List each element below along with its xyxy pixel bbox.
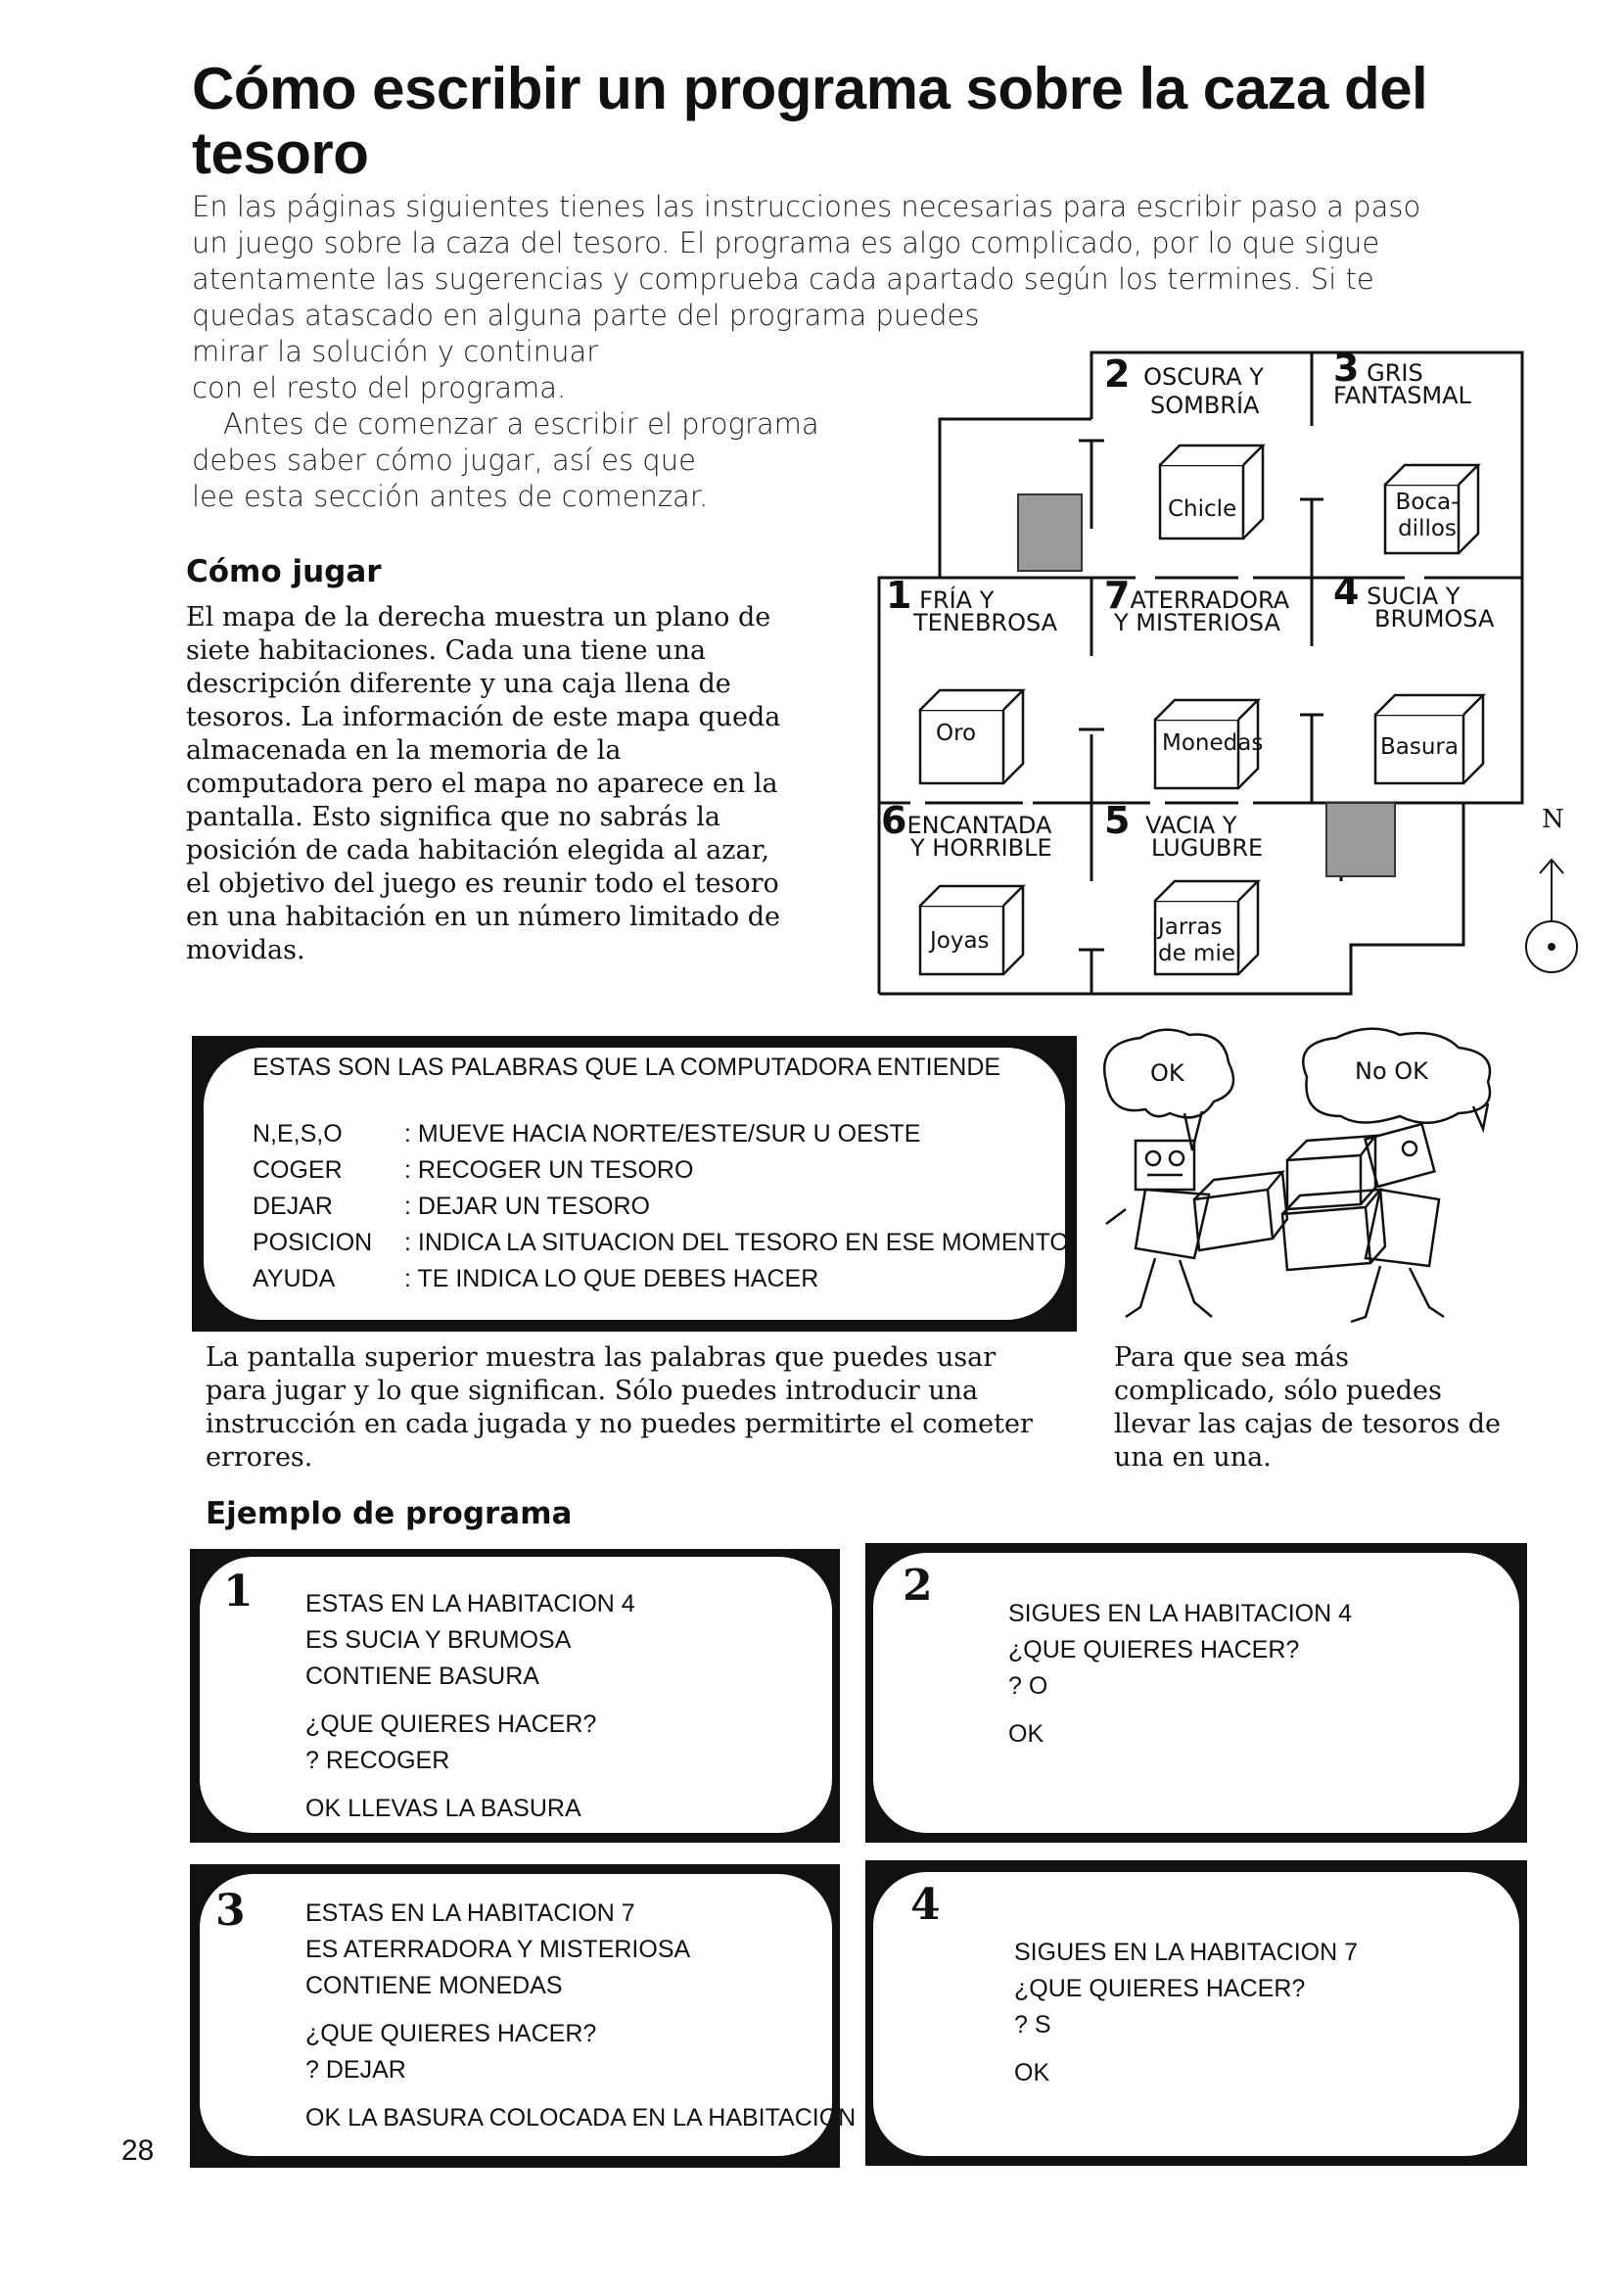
intro-line: Antes de comenzar a escribir el programa <box>223 407 819 441</box>
command-word: DEJAR <box>253 1193 333 1220</box>
screen-number: 3 <box>215 1886 246 1936</box>
no-ok-bubble-text: No OK <box>1355 1057 1428 1085</box>
intro-line: lee esta sección antes de comenzar. <box>192 480 709 513</box>
room-line: ATERRADORA <box>1130 586 1290 614</box>
room-line: OSCURA Y <box>1143 363 1264 391</box>
command-meaning: : MUEVE HACIA NORTE/ESTE/SUR U OESTE <box>404 1120 921 1148</box>
command-word: N,E,S,O <box>253 1120 343 1148</box>
how-line: movidas. <box>186 935 305 965</box>
robot-ok <box>1106 1141 1287 1317</box>
box-label-line: Boca- <box>1395 490 1460 515</box>
how-to-play-heading: Cómo jugar <box>186 554 382 589</box>
box-label-chicle: Chicle <box>1168 496 1237 522</box>
room-line: BRUMOSA <box>1374 605 1495 633</box>
box-label-line: de miel <box>1158 941 1242 966</box>
command-word: POSICION <box>253 1229 373 1256</box>
room-number: 2 <box>1104 352 1131 396</box>
caption-line: una en una. <box>1114 1442 1272 1473</box>
screen-number: 1 <box>223 1567 254 1617</box>
command-word: AYUDA <box>253 1265 336 1292</box>
robot-no-ok <box>1282 1124 1444 1322</box>
caption-line: complicado, sólo puedes <box>1114 1376 1442 1406</box>
robot-caption <box>1114 1341 1501 1475</box>
how-line: computadora pero el mapa no aparece en la <box>186 769 778 799</box>
box-chicle <box>1160 445 1263 539</box>
screen-line: ¿QUE QUIERES HACER? <box>305 2020 597 2047</box>
intro-line: En las páginas siguientes tienes las instrucciones necesarias para escribir paso a paso <box>192 190 1421 223</box>
room-line: FRÍA Y <box>919 586 995 614</box>
screen-line: OK LLEVAS LA BASURA <box>305 1795 581 1822</box>
shaded-tile <box>1018 494 1082 571</box>
intro-line: quedas atascado en alguna parte del programa puedes <box>192 299 980 332</box>
room-line: ENCANTADA <box>906 812 1052 839</box>
command-row <box>253 1116 1069 1152</box>
screen-line: ¿QUE QUIERES HACER? <box>1008 1636 1300 1663</box>
page-number: 28 <box>121 2134 155 2167</box>
screen-number: 2 <box>903 1561 933 1611</box>
how-line: pantalla. Esto significa que no sabrás la <box>186 802 720 832</box>
command-word: COGER <box>253 1156 343 1184</box>
room-line: TENEBROSA <box>913 609 1058 636</box>
room-number: 1 <box>886 574 912 617</box>
screen-line: ESTAS EN LA HABITACION 7 <box>305 1899 635 1927</box>
screen-line: ESTAS EN LA HABITACION 4 <box>305 1590 635 1617</box>
intro-line: mirar la solución y continuar <box>192 335 599 368</box>
screen-caption <box>206 1341 1067 1475</box>
screen-line: OK <box>1008 1720 1044 1748</box>
room-number: 4 <box>1333 570 1360 613</box>
screen-line: OK LA BASURA COLOCADA EN LA HABITACION <box>305 2104 857 2132</box>
example-screen-3-text <box>305 1896 856 2136</box>
caption-line: llevar las cajas de tesoros de <box>1114 1409 1502 1439</box>
how-line: tesoros. La información de este mapa queda <box>186 702 781 732</box>
room-number: 6 <box>881 799 907 842</box>
screen-line: OK <box>1014 2059 1050 2086</box>
command-meaning: : DEJAR UN TESORO <box>404 1193 650 1220</box>
command-row <box>253 1225 1069 1261</box>
caption-line: La pantalla superior muestra las palabras que puedes usar <box>206 1342 997 1373</box>
room-2-label <box>1104 352 1264 420</box>
box-label-bocadillos <box>1392 490 1462 542</box>
commands-header: ESTAS SON LAS PALABRAS QUE LA COMPUTADORA ENTIENDE <box>253 1054 1001 1081</box>
how-line: El mapa de la derecha muestra un plano de <box>186 602 771 633</box>
room-number: 3 <box>1333 347 1360 390</box>
room-4-label <box>1333 570 1495 633</box>
screen-line: ES SUCIA Y BRUMOSA <box>305 1626 572 1654</box>
command-row <box>253 1189 1069 1225</box>
intro-line: debes saber cómo jugar, así es que <box>192 444 696 477</box>
room-line: SUCIA Y <box>1367 583 1461 610</box>
screen-line: ? DEJAR <box>305 2056 406 2084</box>
example-screen-1-text <box>305 1586 635 1827</box>
how-line: en una habitación en un número limitado de <box>186 902 780 932</box>
room-line: SOMBRÍA <box>1150 392 1260 419</box>
screen-line: ES ATERRADORA Y MISTERIOSA <box>305 1936 691 1963</box>
screen-line: CONTIENE BASURA <box>305 1663 539 1690</box>
box-label-oro: Oro <box>936 721 977 746</box>
room-6-label <box>881 799 1052 863</box>
command-meaning: : RECOGER UN TESORO <box>404 1156 694 1184</box>
screen-line: SIGUES EN LA HABITACION 7 <box>1014 1939 1359 1966</box>
room-7-label <box>1104 574 1290 637</box>
intro-line: con el resto del programa. <box>192 371 567 404</box>
room-5-label <box>1104 799 1264 863</box>
room-line: Y MISTERIOSA <box>1114 609 1280 636</box>
screen-line: ? O <box>1008 1672 1048 1700</box>
box-label-line: dillos <box>1398 516 1457 541</box>
room-line: GRIS <box>1367 359 1423 387</box>
room-number: 5 <box>1104 799 1131 842</box>
intro-line: atentamente las sugerencias y comprueba cada apartado según los termines. Si te <box>192 262 1374 296</box>
box-label-line: Jarras <box>1158 914 1223 940</box>
box-label-basura: Basura <box>1380 734 1459 760</box>
example-heading: Ejemplo de programa <box>206 1496 573 1531</box>
how-line: posición de cada habitación elegida al azar, <box>186 835 770 866</box>
box-label-monedas: Monedas <box>1162 730 1264 756</box>
intro-line: un juego sobre la caza del tesoro. El programa es algo complicado, por lo que sigue <box>192 226 1380 259</box>
room-line: FANTASMAL <box>1333 382 1471 409</box>
example-screen-2-text <box>1008 1596 1352 1753</box>
how-line: el objetivo del juego es reunir todo el tesoro <box>186 868 779 899</box>
shaded-tile <box>1326 803 1395 876</box>
compass-icon <box>1526 860 1577 972</box>
screen-line: CONTIENE MONEDAS <box>305 1972 563 1999</box>
box-label-jarras <box>1158 914 1241 967</box>
room-number: 7 <box>1104 574 1131 617</box>
caption-line: para jugar y lo que significan. Sólo puedes introducir una <box>206 1376 979 1406</box>
box-label-joyas: Joyas <box>930 928 990 954</box>
how-line: almacenada en la memoria de la <box>186 735 622 766</box>
how-line: siete habitaciones. Cada una tiene una <box>186 635 707 666</box>
caption-line: errores. <box>206 1442 313 1473</box>
ok-bubble-text: OK <box>1150 1059 1184 1087</box>
command-meaning: : TE INDICA LO QUE DEBES HACER <box>404 1265 819 1292</box>
caption-line: Para que sea más <box>1114 1342 1349 1373</box>
command-row <box>253 1261 1069 1297</box>
screen-line: ¿QUE QUIERES HACER? <box>305 1710 597 1738</box>
how-line: descripción diferente y una caja llena de <box>186 669 731 699</box>
screen-line: ? RECOGER <box>305 1747 450 1774</box>
room-line: LUGUBRE <box>1151 834 1264 862</box>
room-1-label <box>886 574 1058 637</box>
command-row <box>253 1152 1069 1189</box>
screen-line: ? S <box>1014 2011 1051 2038</box>
screen-number: 4 <box>910 1880 941 1930</box>
command-meaning: : INDICA LA SITUACION DEL TESORO EN ESE MOMENTO <box>404 1229 1069 1256</box>
screen-line: ¿QUE QUIERES HACER? <box>1014 1975 1306 2002</box>
caption-line: instrucción en cada jugada y no puedes permitirte el cometer <box>206 1409 1033 1439</box>
compass-label: N <box>1542 805 1564 834</box>
example-screen-4-text <box>1014 1935 1358 2091</box>
room-3-label <box>1333 347 1471 410</box>
room-line: Y HORRIBLE <box>910 834 1052 862</box>
screen-line: SIGUES EN LA HABITACION 4 <box>1008 1600 1353 1627</box>
treasure-map <box>861 343 1605 1008</box>
page-title: Cómo escribir un programa sobre la caza del tesoro <box>192 56 1428 186</box>
room-line: VACIA Y <box>1145 812 1237 839</box>
how-to-play-text <box>186 601 871 967</box>
commands-table <box>253 1116 1069 1297</box>
